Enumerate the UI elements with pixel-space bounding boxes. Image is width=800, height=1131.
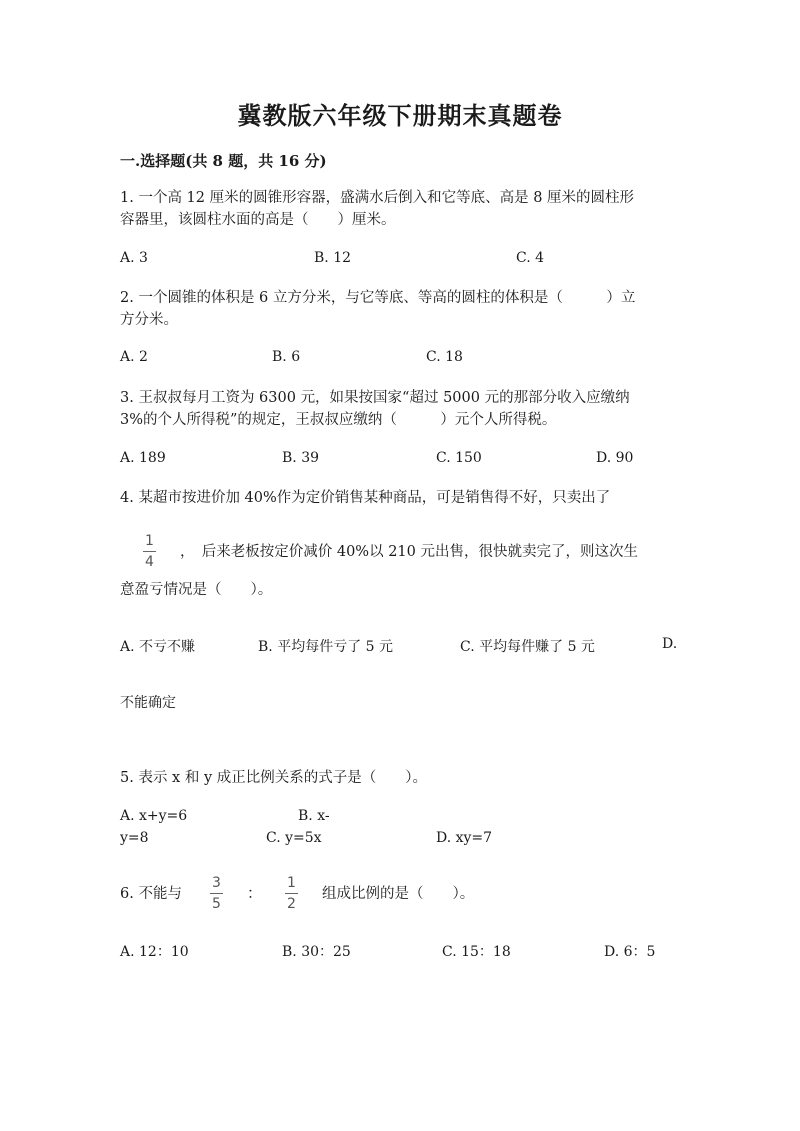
fraction-denominator: 4 [145, 554, 154, 570]
fraction-numerator: 1 [145, 533, 154, 549]
ratio-colon: ： [247, 884, 263, 902]
fraction-bar [143, 551, 156, 552]
option-b[interactable]: B. 平均每件亏了 5 元 [258, 639, 393, 655]
fraction-bar [210, 893, 223, 894]
option-c[interactable]: C. 4 [516, 250, 545, 266]
fraction [143, 533, 156, 570]
question-3-text-line1: 3. 王叔叔每月工资为 6300 元，如果按国家“超过 5000 元的那部分收入应缴纳 [120, 390, 630, 406]
option-a[interactable]: A. 不亏不赚 [120, 639, 196, 655]
option-d[interactable]: D. 6：5 [604, 944, 656, 960]
option-a[interactable]: A. 2 [120, 349, 148, 365]
question-6-suffix: 组成比例的是（ ）。 [322, 886, 475, 902]
option-c[interactable]: C. 15：18 [442, 944, 511, 960]
fraction-2 [285, 875, 298, 912]
question-1-text-line2: 容器里，该圆柱水面的高是（ ）厘米。 [120, 212, 396, 228]
option-a[interactable]: A. x+y=6 [120, 808, 188, 824]
fraction-1 [210, 875, 223, 912]
option-b[interactable]: B. 30：25 [282, 944, 351, 960]
option-a[interactable]: A. 12：10 [120, 944, 189, 960]
option-d[interactable]: D. [662, 636, 678, 652]
option-a[interactable]: A. 3 [120, 250, 148, 266]
option-b[interactable]: B. x- [298, 808, 330, 824]
question-4-text-line3: 意盈亏情况是（ ）。 [120, 582, 273, 598]
option-d-text[interactable]: 不能确定 [120, 695, 176, 711]
fraction-bar [285, 893, 298, 894]
option-b[interactable]: B. 39 [282, 450, 320, 466]
question-2-text-line1: 2. 一个圆锥的体积是 6 立方分米，与它等底、等高的圆柱的体积是（ ）立 [120, 290, 636, 306]
option-d[interactable]: D. 90 [596, 450, 634, 466]
question-1-text-line1: 1. 一个高 12 厘米的圆锥形容器，盛满水后倒入和它等底、高是 8 厘米的圆柱形 [120, 190, 635, 206]
option-c[interactable]: C. 平均每件赚了 5 元 [460, 639, 595, 655]
question-4-text-line2: ， 后来老板按定价减价 40%以 210 元出售，很快就卖完了，则这次生 [180, 544, 638, 560]
fraction-denominator: 2 [287, 896, 296, 912]
option-c[interactable]: C. y=5x [266, 830, 322, 846]
question-5-text: 5. 表示 x 和 y 成正比例关系的式子是（ ）。 [120, 770, 427, 786]
fraction-denominator: 5 [212, 896, 221, 912]
fraction-numerator: 3 [212, 875, 221, 891]
section-heading: 一.选择题(共 8 题，共 16 分) [120, 152, 327, 170]
question-6-prefix: 6. 不能与 [120, 886, 182, 902]
question-4-text-line1: 4. 某超市按进价加 40%作为定价销售某种商品，可是销售得不好，只卖出了 [120, 490, 611, 506]
fraction-numerator: 1 [287, 875, 296, 891]
option-d[interactable]: D. xy=7 [436, 830, 493, 846]
question-2-text-line2: 方分米。 [120, 312, 178, 328]
option-b-continued[interactable]: y=8 [120, 830, 149, 846]
option-c[interactable]: C. 150 [436, 450, 482, 466]
page-title: 冀教版六年级下册期末真题卷 [237, 101, 563, 130]
option-a[interactable]: A. 189 [120, 450, 166, 466]
option-b[interactable]: B. 12 [314, 250, 352, 266]
option-c[interactable]: C. 18 [426, 349, 463, 365]
question-3-text-line2: 3%的个人所得税”的规定，王叔叔应缴纳（ ）元个人所得税。 [120, 412, 557, 428]
option-b[interactable]: B. 6 [272, 349, 301, 365]
